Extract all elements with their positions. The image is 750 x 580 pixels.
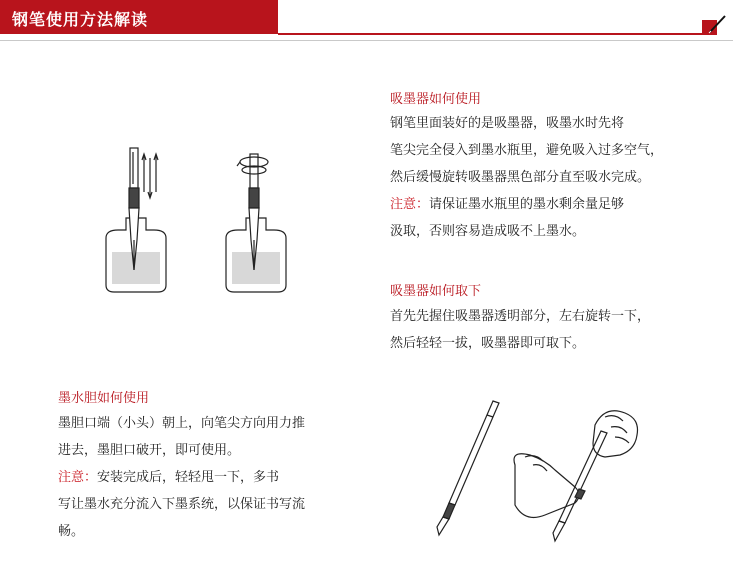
note-text: 安装完成后，轻轻甩一下，多书 xyxy=(97,470,280,485)
converter-remove-heading: 吸墨器如何取下 xyxy=(390,284,482,299)
text-line: 汲取，否则容易造成吸不上墨水。 xyxy=(390,224,586,239)
pen-logo-icon xyxy=(700,14,726,40)
note-line xyxy=(390,191,663,218)
note-text: 请保证墨水瓶里的墨水剩余量足够 xyxy=(429,197,625,212)
text-line: 笔尖完全侵入到墨水瓶里，避免吸入过多空气， xyxy=(390,143,664,158)
cartridge-use-text xyxy=(58,410,305,545)
text-line: 墨胆口端（小头）朝上，向笔尖方向用力推 xyxy=(58,416,306,431)
cartridge-use-heading: 墨水胆如何使用 xyxy=(58,391,150,406)
text-line: 首先先握住吸墨器透明部分，左右旋转一下， xyxy=(390,309,651,324)
text-line: 畅。 xyxy=(58,524,85,539)
header-accent-rule xyxy=(278,33,708,35)
note-label: 注意： xyxy=(58,470,98,485)
text-line: 写让墨水充分流入下墨系统，以保证书写流 xyxy=(58,497,306,512)
note-label: 注意： xyxy=(390,197,430,212)
text-line: 进去，墨胆口破开，即可使用。 xyxy=(58,443,241,458)
note-line xyxy=(58,464,305,491)
header-divider xyxy=(0,40,733,41)
page-title: 钢笔使用方法解读 xyxy=(12,10,149,29)
header-banner xyxy=(0,0,278,34)
cartridge-install-illustration xyxy=(415,395,655,545)
text-line: 然后缓慢旋转吸墨器黑色部分直至吸水完成。 xyxy=(390,170,651,185)
ink-filling-illustration xyxy=(100,140,310,300)
converter-use-text xyxy=(390,110,663,245)
converter-remove-text xyxy=(390,303,650,357)
converter-use-heading: 吸墨器如何使用 xyxy=(390,92,482,107)
text-line: 钢笔里面装好的是吸墨器，吸墨水时先将 xyxy=(390,116,625,131)
text-line: 然后轻轻一拔，吸墨器即可取下。 xyxy=(390,336,586,351)
